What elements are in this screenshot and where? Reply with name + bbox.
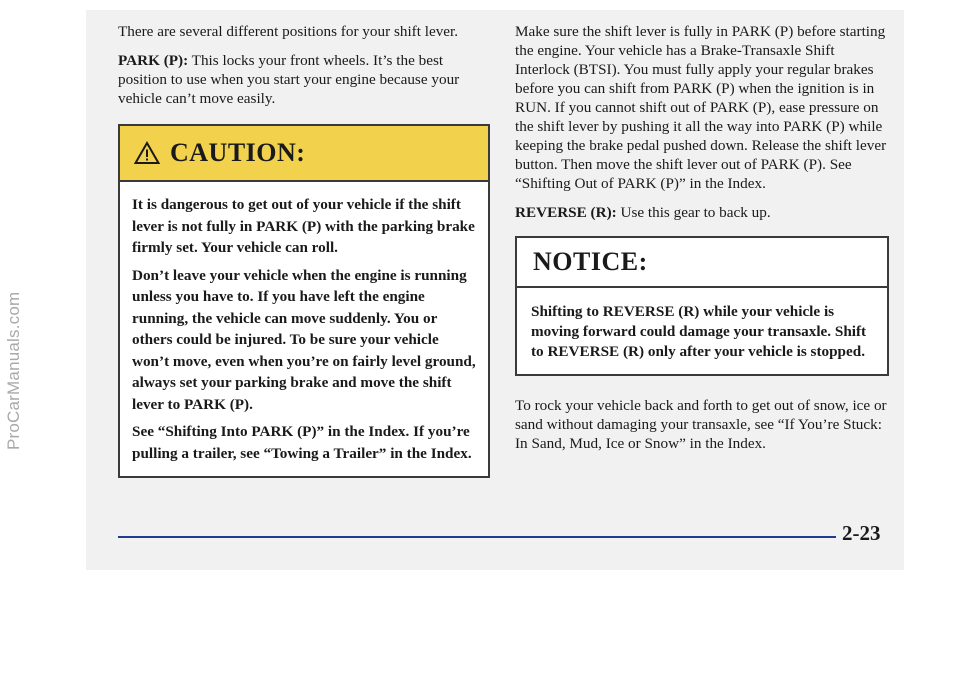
caution-paragraph: It is dangerous to get out of your vehicle if the shift lever is not fully in PARK (P) with the parking brake firmly set. Your vehicle can roll. xyxy=(132,196,475,256)
caution-box xyxy=(118,124,490,478)
rock-vehicle-paragraph: To rock your vehicle back and forth to get out of snow, ice or sand without damaging your transaxle, see “If You’re Stuck: In Sand, Mud, Ice or Snow” in the Index. xyxy=(515,397,887,452)
footer-rule xyxy=(118,536,836,538)
right-column xyxy=(515,22,893,463)
caution-paragraph: See “Shifting Into PARK (P)” in the Index. If you’re pulling a trailer, see “Towing a Trailer” in the Index. xyxy=(132,423,472,462)
side-watermark: ProCarManuals.com xyxy=(4,291,23,450)
reverse-paragraph xyxy=(515,203,893,222)
caution-body xyxy=(120,182,488,476)
page-number: 2-23 xyxy=(842,521,881,545)
notice-title: NOTICE: xyxy=(533,247,648,276)
notice-text: Shifting to REVERSE (R) while your vehicle is moving forward could damage your transaxle. Shift to REVERSE (R) only after your vehicle is stopped. xyxy=(531,303,867,360)
park-text: This locks your front wheels. It’s the best position to use when you start your engine because your vehicle can’t move easily. xyxy=(118,52,460,107)
notice-header xyxy=(517,238,887,288)
park-detail-paragraph: Make sure the shift lever is fully in PARK (P) before starting the engine. Your vehicle has a Brake-Transaxle Shift Interlock (BTSI). You must fully apply your regular brakes before you can shift from PARK (P) when the ignition is in RUN. If you cannot shift out of PARK (P), ease pressure on the shift lever by pushing it all the way into PARK (P) while keeping the brake pedal pushed down. Release the shift lever button. Then move the shift lever out of PARK (P). See “Shifting Out of PARK (P)” in the Index. xyxy=(515,23,887,192)
notice-box xyxy=(515,236,889,376)
park-lead: PARK (P): xyxy=(118,52,189,69)
caution-paragraph: Don’t leave your vehicle when the engine is running unless you have to. If you have left the engine running, the vehicle can move suddenly. You or others could be injured. To be sure your vehicle won’t move, even when you’re on fairly level ground, always set your parking brake and move the shift lever to PARK (P). xyxy=(132,266,476,413)
intro-paragraph: There are several different positions for your shift lever. xyxy=(118,23,459,40)
warning-triangle-icon xyxy=(134,141,160,165)
reverse-text: Use this gear to back up. xyxy=(616,204,771,221)
left-column xyxy=(118,22,490,478)
reverse-lead: REVERSE (R): xyxy=(515,204,617,221)
park-paragraph xyxy=(118,51,490,108)
caution-title: CAUTION: xyxy=(170,138,306,167)
notice-body xyxy=(517,288,887,374)
caution-header xyxy=(120,126,488,182)
